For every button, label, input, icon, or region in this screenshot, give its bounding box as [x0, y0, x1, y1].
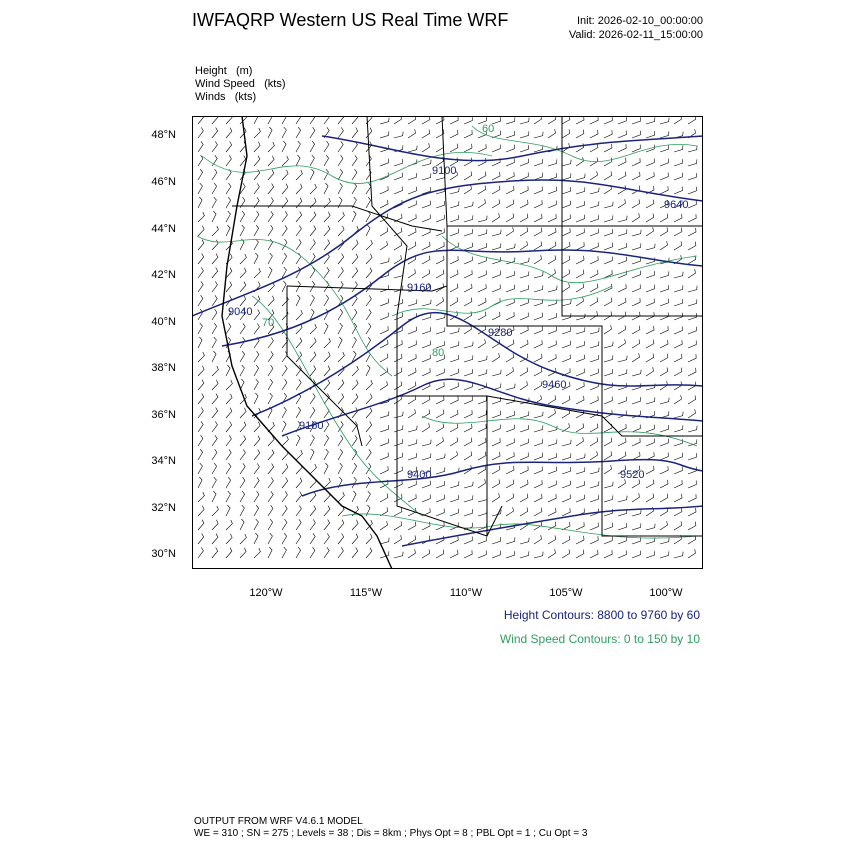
legend-wind-text: Wind Speed Contours: 0 to 150 by 10	[499, 632, 700, 646]
init-time: Init: 2026-02-10_00:00:00	[577, 15, 703, 27]
lat-label: 42°N	[151, 269, 176, 281]
legend-height	[504, 608, 700, 622]
model-footer	[194, 816, 587, 840]
time-info	[569, 14, 703, 42]
lon-label: 120°W	[249, 587, 283, 599]
wind-label: 80	[432, 347, 445, 359]
lat-label: 44°N	[151, 223, 176, 235]
lat-label: 46°N	[151, 176, 176, 188]
lon-label: 115°W	[349, 587, 383, 599]
lat-label: 38°N	[151, 362, 176, 374]
field-wind-speed: Wind Speed (kts)	[195, 78, 286, 90]
legend-height-text: Height Contours: 8800 to 9760 by 60	[503, 608, 700, 622]
lat-label: 34°N	[151, 455, 176, 467]
field-height: Height (m)	[195, 65, 253, 77]
map-panel	[192, 116, 703, 569]
height-label: 9400	[407, 469, 432, 481]
wind-label: 60	[482, 123, 495, 135]
height-label: 9460	[542, 379, 567, 391]
lon-label: 100°W	[649, 587, 683, 599]
height-label: 9280	[488, 327, 513, 339]
footer-config: WE = 310 ; SN = 275 ; Levels = 38 ; Dis = 8km ; Phys Opt = 8 ; PBL Opt = 1 ; Cu Opt = 3	[194, 828, 588, 839]
field-list	[195, 65, 285, 104]
lat-label: 40°N	[151, 316, 176, 328]
footer-model: OUTPUT FROM WRF V4.6.1 MODEL	[194, 816, 363, 827]
lat-label: 48°N	[151, 129, 176, 141]
height-label: 9640	[664, 199, 689, 211]
height-label: 9100	[432, 165, 457, 177]
field-winds: Winds (kts)	[195, 91, 257, 103]
height-label: 9040	[228, 306, 253, 318]
height-label: 9160	[407, 282, 432, 294]
lat-label: 36°N	[151, 409, 176, 421]
map-title: IWFAQRP Western US Real Time WRF	[192, 10, 509, 30]
wind-label: 70	[262, 317, 275, 329]
legend-wind	[500, 632, 700, 646]
lat-label: 32°N	[151, 502, 176, 514]
valid-time: Valid: 2026-02-11_15:00:00	[568, 29, 703, 41]
height-label: 9520	[620, 469, 645, 481]
lon-label: 105°W	[549, 587, 583, 599]
height-label: 9160	[299, 420, 324, 432]
lon-label: 110°W	[449, 587, 483, 599]
lat-label: 30°N	[151, 548, 176, 560]
